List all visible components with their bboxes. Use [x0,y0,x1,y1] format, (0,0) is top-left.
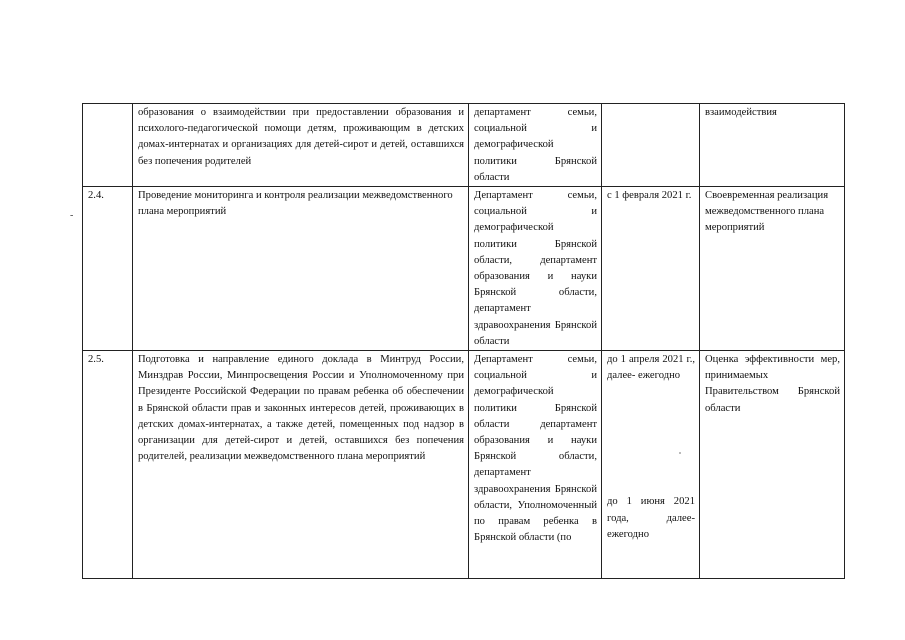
responsible-cell: Департамент семьи, социальной и демографической политики Брянской области департамент образования и науки Брянской области, департамент здравоохранения Брянской области, Уполномоченный по правам ребенка в Брянской области (по [469,351,602,579]
row-number: 2.5. [83,351,133,579]
result-cell: Своевременная реализация межведомственного плана мероприятий [700,187,845,351]
table-row [83,187,845,351]
result-cell: взаимодействия [700,104,845,187]
table-row [83,351,845,579]
result-cell: Оценка эффективности мер, принимаемых Правительством Брянской области [700,351,845,579]
row-number: 2.4. [83,187,133,351]
deadline-text: до 1 апреля 2021 г., далее- ежегодно [607,354,695,382]
action-cell: Проведение мониторинга и контроля реализации межведомственного плана мероприятий [133,187,469,351]
responsible-cell: Департамент семьи, социальной и демографической политики Брянской области, департамент образования и науки Брянской области, департамент здравоохранения Брянской области [469,187,602,351]
responsible-cell: департамент семьи, социальной и демографической политики Брянской области [469,104,602,187]
deadline-extra-text: до 1 июня 2021 года, далее- ежегодно [607,496,695,540]
action-plan-table [82,103,845,579]
action-cell: образования о взаимодействии при предоставлении образования и психолого-педагогической помощи детям, проживающим в детских домах-интернатах и организациях для детей-сирот и детей, оставшихся без попечения родителей [133,104,469,187]
margin-mark: - [70,210,74,221]
action-cell: Подготовка и направление единого доклада в Минтруд России, Минздрав России, Минпросвещения России и Уполномоченному при Президенте Российской Федерации по правам ребенка об обеспечении в Брянской области прав и законных интересов детей, проживающих в детских домах-интернатах, а также детей, помещенных под надзор в организации для детей-сирот и детей, оставшихся без попечения родителей, реализации межведомственного плана мероприятий [133,351,469,579]
deadline-cell [602,351,700,579]
row-number [83,104,133,187]
deadline-cell [602,104,700,187]
table-row [83,104,845,187]
deadline-text: с 1 февраля 2021 г. [607,190,692,202]
deadline-cell [602,187,700,351]
deadline-gap [607,384,695,494]
